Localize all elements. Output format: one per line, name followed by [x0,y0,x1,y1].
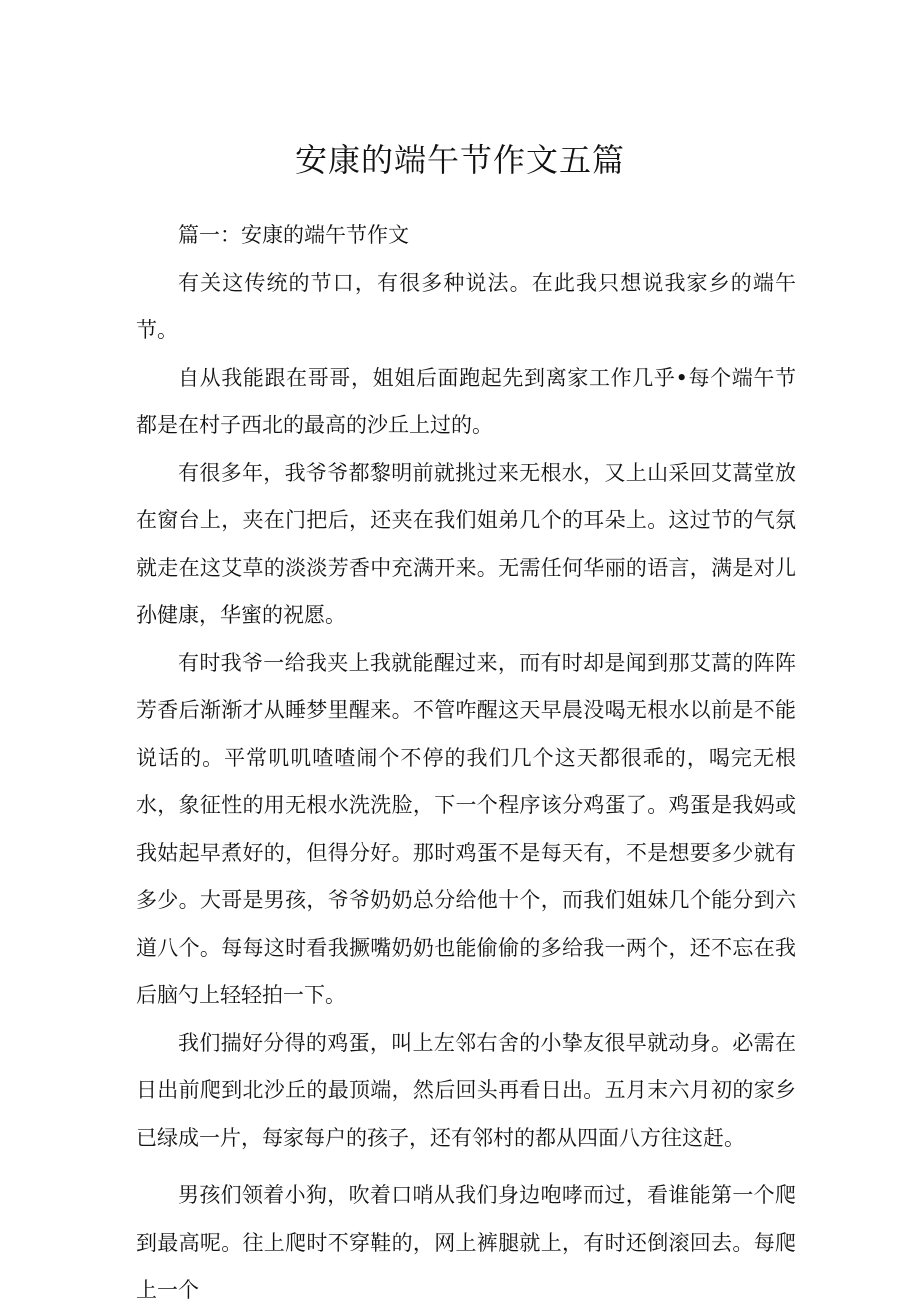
paragraph-3: 有很多年，我爷爷都黎明前就挑过来无根水，又上山采回艾蒿堂放在窗台上，夹在门把后，还夹在我们姐弟几个的耳朵上。这过节的气氛就走在这艾草的淡淡芳香中充满开来。无需任何华丽的语言，满是对儿孙健康，华蜜的祝愿。 [136,460,796,627]
paragraph-4: 有时我爷一给我夹上我就能醒过来，而有时却是闻到那艾蒿的阵阵芳香后渐渐才从睡梦里醒来。不管咋醒这天早晨没喝无根水以前是不能说话的。平常叽叽喳喳闹个不停的我们几个这天都很乖的，喝完无根水，象征性的用无根水洗洗脸，下一个程序该分鸡蛋了。鸡蛋是我妈或我姑起早煮好的，但得分好。那时鸡蛋不是每天有，不是想要多少就有多少。大哥是男孩，爷爷奶奶总分给他十个，而我们姐妹几个能分到六道八个。每每这时看我撅嘴奶奶也能偷偷的多给我一两个，还不忘在我后脑勺上轻轻拍一下。 [136,650,796,1007]
page-title: 安康的端午节作文五篇 [294,141,625,179]
paragraph-6: 男孩们领着小狗，吹着口哨从我们身边咆哮而过，看谁能第一个爬到最高呢。往上爬时不穿鞋的，网上裤腿就上，有时还倒滚回去。每爬上一个 [136,1183,796,1302]
section-heading: 篇一：安康的端午节作文 [178,223,409,247]
paragraph-5: 我们揣好分得的鸡蛋，叫上左邻右舍的小挚友很早就动身。必需在日出前爬到北沙丘的最顶端，然后回头再看日出。五月末六月初的家乡已绿成一片，每家每户的孩子，还有邻村的都从四面八方往这赶。 [136,1030,796,1150]
paragraph-2: 自从我能跟在哥哥，姐姐后面跑起先到离家工作几乎•每个端午节都是在村子西北的最高的沙丘上过的。 [136,365,796,437]
article-body [136,212,796,1315]
paragraph-1: 有关这传统的节口，有很多种说法。在此我只想说我家乡的端午节。 [136,270,796,342]
